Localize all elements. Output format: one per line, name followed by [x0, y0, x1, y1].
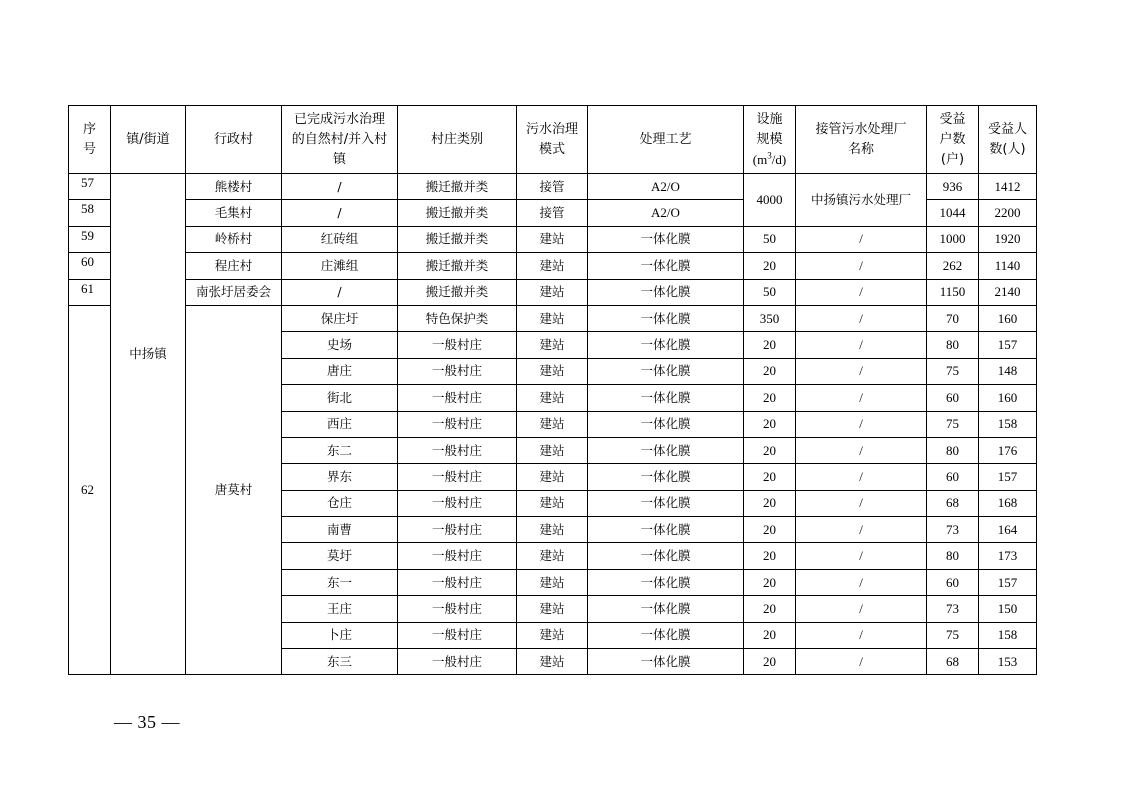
- scale-cell: 20: [744, 253, 796, 279]
- header-town: 镇/街道: [111, 106, 186, 174]
- mode-cell: 建站: [517, 253, 588, 279]
- seq-cell: 59: [69, 226, 111, 252]
- seq-cell: 62: [69, 305, 111, 674]
- plant-cell: 中扬镇污水处理厂: [796, 174, 927, 227]
- households-cell: 262: [927, 253, 979, 279]
- village-cell: 程庄村: [186, 253, 282, 279]
- households-cell: 75: [927, 622, 979, 648]
- process-cell: A2/O: [588, 200, 744, 226]
- households-cell: 60: [927, 569, 979, 595]
- mode-cell: 建站: [517, 385, 588, 411]
- households-cell: 80: [927, 543, 979, 569]
- population-cell: 158: [979, 622, 1037, 648]
- mode-cell: 建站: [517, 517, 588, 543]
- mode-cell: 建站: [517, 332, 588, 358]
- process-cell: 一体化膜: [588, 437, 744, 463]
- mode-cell: 建站: [517, 437, 588, 463]
- natural-village-cell: 东二: [282, 437, 398, 463]
- natural-village-cell: 莫圩: [282, 543, 398, 569]
- scale-cell: 20: [744, 411, 796, 437]
- header-households: 受益户数(户): [927, 106, 979, 174]
- households-cell: 936: [927, 174, 979, 200]
- natural-village-cell: /: [282, 200, 398, 226]
- process-cell: 一体化膜: [588, 385, 744, 411]
- process-cell: 一体化膜: [588, 490, 744, 516]
- village-cell: 岭桥村: [186, 226, 282, 252]
- category-cell: 一般村庄: [398, 490, 517, 516]
- table-row: [69, 305, 1037, 331]
- process-cell: 一体化膜: [588, 279, 744, 305]
- population-cell: 148: [979, 358, 1037, 384]
- table-row: [69, 226, 1037, 252]
- natural-village-cell: 东一: [282, 569, 398, 595]
- plant-cell: /: [796, 437, 927, 463]
- natural-village-cell: 保庄圩: [282, 305, 398, 331]
- scale-cell: 20: [744, 437, 796, 463]
- header-population: 受益人数(人): [979, 106, 1037, 174]
- plant-cell: /: [796, 279, 927, 305]
- plant-cell: /: [796, 253, 927, 279]
- plant-cell: /: [796, 332, 927, 358]
- households-cell: 60: [927, 385, 979, 411]
- header-scale-unit: [746, 150, 793, 170]
- mode-cell: 建站: [517, 622, 588, 648]
- population-cell: 157: [979, 332, 1037, 358]
- category-cell: 一般村庄: [398, 569, 517, 595]
- category-cell: 搬迁撤并类: [398, 279, 517, 305]
- scale-cell: 20: [744, 649, 796, 675]
- seq-cell: 57: [69, 174, 111, 200]
- households-cell: 1000: [927, 226, 979, 252]
- households-cell: 70: [927, 305, 979, 331]
- households-cell: 1150: [927, 279, 979, 305]
- category-cell: 搬迁撤并类: [398, 226, 517, 252]
- process-cell: A2/O: [588, 174, 744, 200]
- population-cell: 173: [979, 543, 1037, 569]
- table-row: [69, 253, 1037, 279]
- population-cell: 153: [979, 649, 1037, 675]
- process-cell: 一体化膜: [588, 649, 744, 675]
- households-cell: 68: [927, 649, 979, 675]
- category-cell: 一般村庄: [398, 332, 517, 358]
- seq-cell: 58: [69, 200, 111, 226]
- population-cell: 2140: [979, 279, 1037, 305]
- population-cell: 157: [979, 464, 1037, 490]
- unit-pre: (m: [752, 151, 768, 167]
- population-cell: 157: [979, 569, 1037, 595]
- village-cell: 熊楼村: [186, 174, 282, 200]
- mode-cell: 建站: [517, 358, 588, 384]
- natural-village-cell: 王庄: [282, 596, 398, 622]
- category-cell: 搬迁撤并类: [398, 174, 517, 200]
- scale-cell: 20: [744, 517, 796, 543]
- mode-cell: 建站: [517, 279, 588, 305]
- natural-village-cell: 红砖组: [282, 226, 398, 252]
- category-cell: 一般村庄: [398, 358, 517, 384]
- process-cell: 一体化膜: [588, 622, 744, 648]
- natural-village-cell: 街北: [282, 385, 398, 411]
- process-cell: 一体化膜: [588, 358, 744, 384]
- population-cell: 160: [979, 385, 1037, 411]
- households-cell: 80: [927, 437, 979, 463]
- process-cell: 一体化膜: [588, 543, 744, 569]
- households-cell: 80: [927, 332, 979, 358]
- process-cell: 一体化膜: [588, 569, 744, 595]
- plant-cell: /: [796, 464, 927, 490]
- category-cell: 一般村庄: [398, 464, 517, 490]
- header-scale-label: 设施规模: [756, 111, 783, 147]
- process-cell: 一体化膜: [588, 464, 744, 490]
- households-cell: 68: [927, 490, 979, 516]
- households-cell: 75: [927, 358, 979, 384]
- natural-village-cell: 西庄: [282, 411, 398, 437]
- households-cell: 75: [927, 411, 979, 437]
- process-cell: 一体化膜: [588, 411, 744, 437]
- category-cell: 一般村庄: [398, 622, 517, 648]
- plant-cell: /: [796, 622, 927, 648]
- category-cell: 特色保护类: [398, 305, 517, 331]
- scale-cell: 20: [744, 596, 796, 622]
- scale-cell: 20: [744, 358, 796, 384]
- village-cell: 唐莫村: [186, 305, 282, 674]
- category-cell: 一般村庄: [398, 649, 517, 675]
- households-cell: 73: [927, 517, 979, 543]
- town-cell: 中扬镇: [111, 174, 186, 675]
- category-cell: 一般村庄: [398, 385, 517, 411]
- plant-cell: /: [796, 649, 927, 675]
- category-cell: 一般村庄: [398, 543, 517, 569]
- population-cell: 158: [979, 411, 1037, 437]
- mode-cell: 建站: [517, 649, 588, 675]
- header-mode: 污水治理模式: [517, 106, 588, 174]
- header-natural-village: 已完成污水治理的自然村/并入村镇: [282, 106, 398, 174]
- plant-cell: /: [796, 596, 927, 622]
- category-cell: 搬迁撤并类: [398, 200, 517, 226]
- mode-cell: 建站: [517, 490, 588, 516]
- page-number: — 35 —: [114, 712, 180, 732]
- population-cell: 164: [979, 517, 1037, 543]
- scale-cell: 20: [744, 569, 796, 595]
- households-cell: 60: [927, 464, 979, 490]
- plant-cell: /: [796, 305, 927, 331]
- unit-post: /d): [771, 151, 787, 167]
- population-cell: 150: [979, 596, 1037, 622]
- scale-cell: 20: [744, 622, 796, 648]
- households-cell: 73: [927, 596, 979, 622]
- village-cell: 南张圩居委会: [186, 279, 282, 305]
- scale-cell: 4000: [744, 174, 796, 227]
- wastewater-treatment-table: [68, 105, 1037, 675]
- mode-cell: 接管: [517, 200, 588, 226]
- mode-cell: 建站: [517, 411, 588, 437]
- plant-cell: /: [796, 226, 927, 252]
- plant-cell: /: [796, 543, 927, 569]
- population-cell: 1920: [979, 226, 1037, 252]
- mode-cell: 建站: [517, 226, 588, 252]
- header-category: 村庄类别: [398, 106, 517, 174]
- unit-sup: 3: [767, 150, 772, 161]
- process-cell: 一体化膜: [588, 226, 744, 252]
- natural-village-cell: 唐庄: [282, 358, 398, 384]
- plant-cell: /: [796, 411, 927, 437]
- mode-cell: 建站: [517, 543, 588, 569]
- scale-cell: 20: [744, 385, 796, 411]
- natural-village-cell: /: [282, 174, 398, 200]
- mode-cell: 建站: [517, 596, 588, 622]
- category-cell: 一般村庄: [398, 517, 517, 543]
- scale-cell: 50: [744, 226, 796, 252]
- category-cell: 一般村庄: [398, 437, 517, 463]
- process-cell: 一体化膜: [588, 332, 744, 358]
- plant-cell: /: [796, 358, 927, 384]
- population-cell: 1412: [979, 174, 1037, 200]
- category-cell: 一般村庄: [398, 596, 517, 622]
- seq-cell: 60: [69, 253, 111, 279]
- natural-village-cell: 史场: [282, 332, 398, 358]
- natural-village-cell: 界东: [282, 464, 398, 490]
- header-scale: [744, 106, 796, 174]
- natural-village-cell: /: [282, 279, 398, 305]
- population-cell: 160: [979, 305, 1037, 331]
- scale-cell: 20: [744, 464, 796, 490]
- header-row: [69, 106, 1037, 174]
- mode-cell: 建站: [517, 569, 588, 595]
- natural-village-cell: 卜庄: [282, 622, 398, 648]
- category-cell: 一般村庄: [398, 411, 517, 437]
- natural-village-cell: 东三: [282, 649, 398, 675]
- mode-cell: 接管: [517, 174, 588, 200]
- mode-cell: 建站: [517, 464, 588, 490]
- population-cell: 2200: [979, 200, 1037, 226]
- scale-cell: 20: [744, 543, 796, 569]
- plant-cell: /: [796, 569, 927, 595]
- process-cell: 一体化膜: [588, 253, 744, 279]
- mode-cell: 建站: [517, 305, 588, 331]
- scale-cell: 20: [744, 490, 796, 516]
- scale-cell: 350: [744, 305, 796, 331]
- population-cell: 176: [979, 437, 1037, 463]
- process-cell: 一体化膜: [588, 596, 744, 622]
- natural-village-cell: 南曹: [282, 517, 398, 543]
- households-cell: 1044: [927, 200, 979, 226]
- scale-cell: 20: [744, 332, 796, 358]
- process-cell: 一体化膜: [588, 517, 744, 543]
- header-village: 行政村: [186, 106, 282, 174]
- category-cell: 搬迁撤并类: [398, 253, 517, 279]
- population-cell: 1140: [979, 253, 1037, 279]
- header-seq: 序号: [69, 106, 111, 174]
- plant-cell: /: [796, 490, 927, 516]
- natural-village-cell: 仓庄: [282, 490, 398, 516]
- plant-cell: /: [796, 517, 927, 543]
- table-row: [69, 174, 1037, 200]
- plant-cell: /: [796, 385, 927, 411]
- header-plant: 接管污水处理厂名称: [796, 106, 927, 174]
- seq-cell: 61: [69, 279, 111, 305]
- natural-village-cell: 庄滩组: [282, 253, 398, 279]
- header-process: 处理工艺: [588, 106, 744, 174]
- table-row: [69, 279, 1037, 305]
- population-cell: 168: [979, 490, 1037, 516]
- scale-cell: 50: [744, 279, 796, 305]
- village-cell: 毛集村: [186, 200, 282, 226]
- process-cell: 一体化膜: [588, 305, 744, 331]
